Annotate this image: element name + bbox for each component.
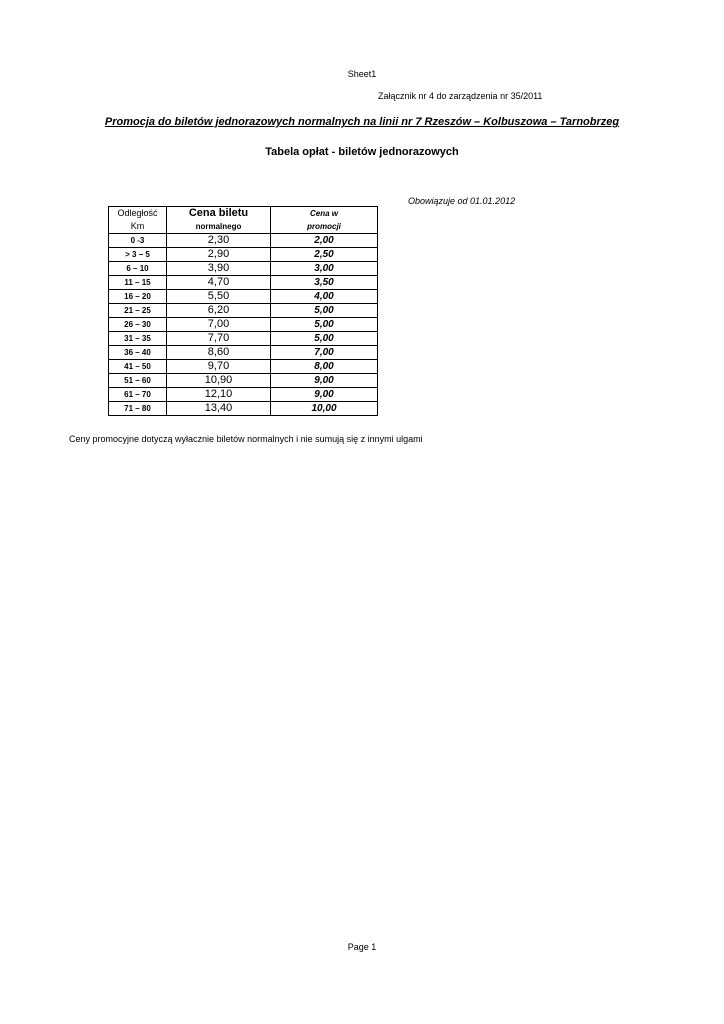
normal-price-cell: 8,60 [167,346,271,360]
distance-cell: 41 – 50 [109,360,167,374]
table-row [109,234,378,248]
normal-price-cell: 7,00 [167,318,271,332]
header-promo-price-sub: promocji [271,220,378,234]
table-row [109,360,378,374]
promo-price-cell: 8,00 [271,360,378,374]
promo-price-cell: 3,50 [271,276,378,290]
header-promo-price: Cena w [271,207,378,221]
footnote: Ceny promocyjne dotyczą wyłacznie biletów normalnych i nie sumują się z innymi ulgami [69,434,423,444]
header-distance-unit: Km [109,220,167,234]
distance-cell: 26 – 30 [109,318,167,332]
table-row [109,248,378,262]
fare-table [108,206,378,416]
distance-cell: 31 – 35 [109,332,167,346]
sheet-name: Sheet1 [347,69,377,79]
promo-price-cell: 3,00 [271,262,378,276]
distance-cell: 36 – 40 [109,346,167,360]
table-row [109,388,378,402]
distance-cell: 6 – 10 [109,262,167,276]
distance-cell: 16 – 20 [109,290,167,304]
header-distance: Odległość [109,207,167,221]
promo-price-cell: 5,00 [271,332,378,346]
page-number: Page 1 [347,942,377,952]
promo-price-cell: 2,50 [271,248,378,262]
distance-cell: 0 -3 [109,234,167,248]
normal-price-cell: 7,70 [167,332,271,346]
promo-price-cell: 5,00 [271,318,378,332]
distance-cell: 11 – 15 [109,276,167,290]
table-row [109,318,378,332]
promo-price-cell: 9,00 [271,388,378,402]
table-row [109,304,378,318]
distance-cell: 71 – 80 [109,402,167,416]
table-row [109,332,378,346]
normal-price-cell: 12,10 [167,388,271,402]
promo-price-cell: 9,00 [271,374,378,388]
table-row [109,374,378,388]
normal-price-cell: 10,90 [167,374,271,388]
promo-price-cell: 2,00 [271,234,378,248]
annex-reference: Załącznik nr 4 do zarządzenia nr 35/2011 [378,91,543,101]
promo-price-cell: 5,00 [271,304,378,318]
normal-price-cell: 6,20 [167,304,271,318]
table-row [109,346,378,360]
normal-price-cell: 3,90 [167,262,271,276]
document-subtitle: Tabela opłat - biletów jednorazowych [265,146,459,158]
normal-price-cell: 13,40 [167,402,271,416]
promo-price-cell: 7,00 [271,346,378,360]
table-header-row [109,207,378,221]
normal-price-cell: 9,70 [167,360,271,374]
table-row [109,276,378,290]
promo-price-cell: 4,00 [271,290,378,304]
normal-price-cell: 2,90 [167,248,271,262]
promo-price-cell: 10,00 [271,402,378,416]
table-header-row [109,220,378,234]
valid-from-date: Obowiązuje od 01.01.2012 [408,196,516,206]
distance-cell: > 3 – 5 [109,248,167,262]
table-row [109,262,378,276]
distance-cell: 51 – 60 [109,374,167,388]
normal-price-cell: 2,30 [167,234,271,248]
header-normal-price: Cena biletu [167,207,271,221]
document-title: Promocja do biletów jednorazowych normalnych na linii nr 7 Rzeszów – Kolbuszowa – Tarnobrzeg [104,116,620,128]
distance-cell: 61 – 70 [109,388,167,402]
normal-price-cell: 4,70 [167,276,271,290]
table-row [109,290,378,304]
header-normal-price-sub: normalnego [167,220,271,234]
distance-cell: 21 – 25 [109,304,167,318]
normal-price-cell: 5,50 [167,290,271,304]
table-row [109,402,378,416]
